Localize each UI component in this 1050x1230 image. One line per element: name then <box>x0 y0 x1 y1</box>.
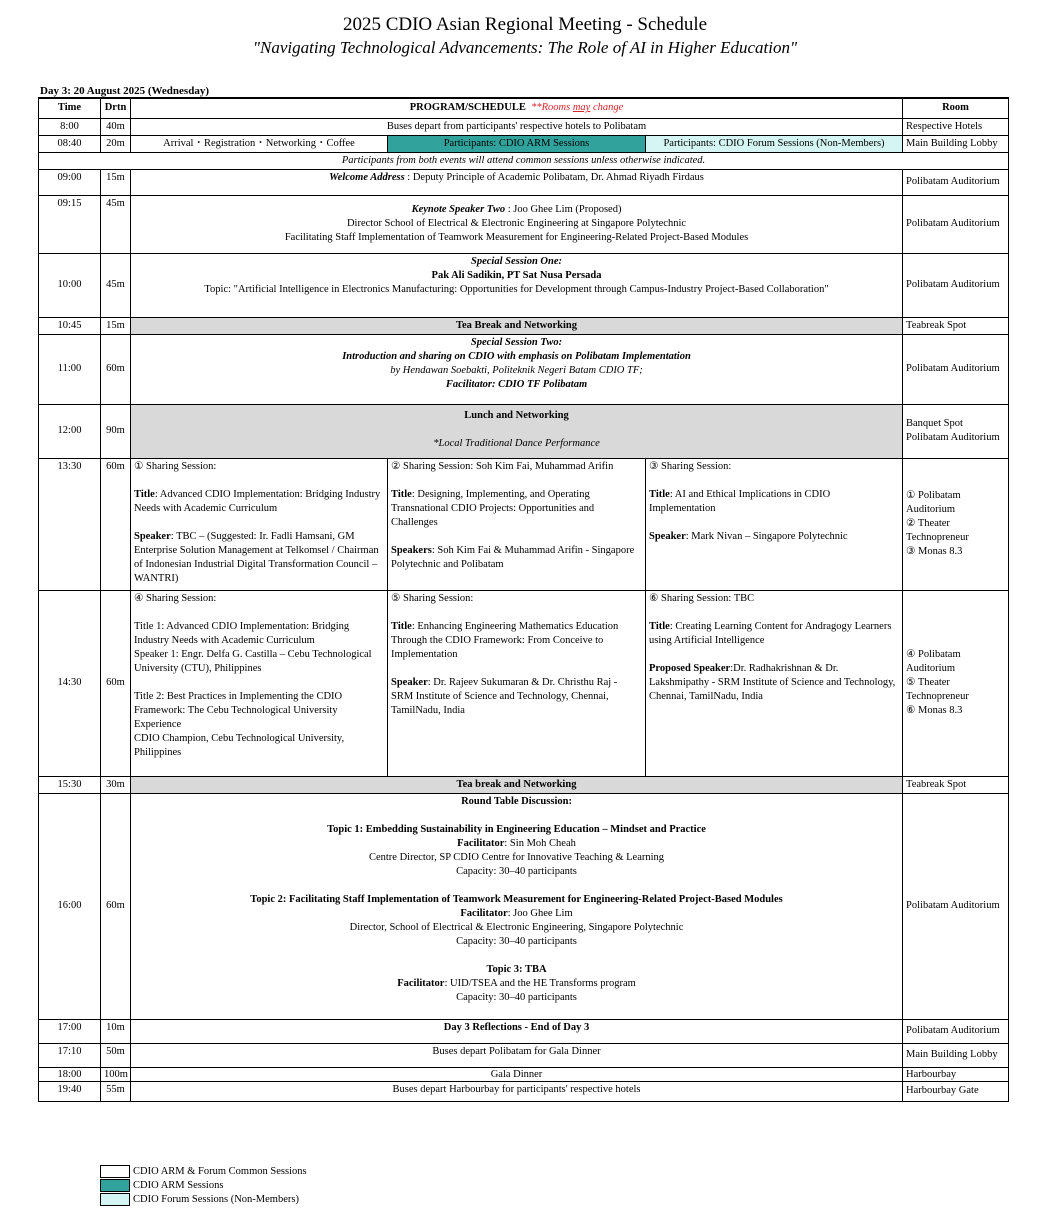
session-2-cell: ② Sharing Session: Soh Kim Fai, Muhammad Arifin Title: Designing, Implementing, and Operating Transnational CDIO Projects: Opportunities and Challenges Speakers: Soh Kim Fai & Muhammad Arifin - Singapore Polytechnic and Polibatam <box>388 458 646 590</box>
round-table-cell: Round Table Discussion: Topic 1: Embedding Sustainability in Engineering Education – Mindset and Practice Facilitator: Sin Moh Cheah Centre Director, SP CDIO Centre for Innovative Teaching & Learning Capacity: 30–40 participants Topic 2: Facilitating Staff Implementation of Teamwork Measurement for Engineering-Related Project-Based Modules Facilitator: Joo Ghee Lim Director, School of Electrical & Electronic Engineering, Singapore Polytechnic Capacity: 30–40 participants Topic 3: TBA Facilitator: UID/TSEA and the HE Transforms program Capacity: 30–40 participants <box>131 793 903 1019</box>
program-cell: Tea break and Networking <box>131 776 903 793</box>
room-cell: Polibatam Auditorium <box>903 793 1009 1019</box>
time-cell: 17:10 <box>39 1043 101 1067</box>
session-1-cell: ① Sharing Session: Title: Advanced CDIO Implementation: Bridging Industry Needs with Academic Curriculum Speaker: TBC – (Suggested: Ir. Fadli Hamsani, GM Enterprise Solution Management at Telkomsel / Chairman of Indonesian Industrial Digital Transformation Council – WANTRI) <box>131 458 388 590</box>
room-cell: Polibatam Auditorium <box>903 334 1009 404</box>
duration-cell: 15m <box>101 169 131 195</box>
duration-cell: 45m <box>101 253 131 317</box>
program-cell: Special Session One: Pak Ali Sadikin, PT Sat Nusa Persada Topic: "Artificial Intelligence in Electronics Manufacturing: Opportunities for Development through Campus-Industry Project-Based Collaboration" <box>131 253 903 317</box>
table-row <box>39 317 1009 334</box>
table-row <box>39 1081 1009 1101</box>
program-cell: Day 3 Reflections - End of Day 3 <box>131 1019 903 1043</box>
time-cell: 09:15 <box>39 195 101 253</box>
table-row <box>39 169 1009 195</box>
arm-session-cell: Participants: CDIO ARM Sessions <box>388 135 646 152</box>
duration-cell: 90m <box>101 404 131 458</box>
legend-swatch-forum <box>100 1193 130 1206</box>
duration-cell: 100m <box>101 1067 131 1081</box>
room-cell: ④ Polibatam Auditorium ⑤ Theater Technopreneur ⑥ Monas 8.3 <box>903 590 1009 776</box>
legend-swatch-arm <box>100 1179 130 1192</box>
legend-label-common: CDIO ARM & Forum Common Sessions <box>133 1165 307 1177</box>
legend-swatch-common <box>100 1165 130 1178</box>
room-cell: Polibatam Auditorium <box>903 1019 1009 1043</box>
duration-cell: 40m <box>101 118 131 135</box>
room-cell: Polibatam Auditorium <box>903 253 1009 317</box>
room-cell: Polibatam Auditorium <box>903 169 1009 195</box>
common-note: Participants from both events will attend common sessions unless otherwise indicated. <box>39 152 1009 169</box>
program-header <box>131 98 903 118</box>
page-title: 2025 CDIO Asian Regional Meeting - Schedule <box>342 14 708 35</box>
time-cell: 19:40 <box>39 1081 101 1101</box>
time-cell: 15:30 <box>39 776 101 793</box>
room-cell: Main Building Lobby <box>903 135 1009 152</box>
duration-cell: 20m <box>101 135 131 152</box>
duration-cell: 60m <box>101 458 131 590</box>
legend-item-forum <box>100 1192 307 1206</box>
time-header: Time <box>39 98 101 118</box>
day-label: Day 3: 20 August 2025 (Wednesday) <box>40 85 209 97</box>
duration-cell: 30m <box>101 776 131 793</box>
program-cell: Gala Dinner <box>131 1067 903 1081</box>
time-cell: 10:45 <box>39 317 101 334</box>
program-cell: Buses depart Harbourbay for participants' respective hotels <box>131 1081 903 1101</box>
duration-cell: 50m <box>101 1043 131 1067</box>
common-session-cell: Arrival・Registration・Networking・Coffee <box>131 135 388 152</box>
table-header-row <box>39 98 1009 118</box>
time-cell: 08:40 <box>39 135 101 152</box>
table-row <box>39 404 1009 458</box>
room-cell: Teabreak Spot <box>903 317 1009 334</box>
room-cell: Banquet Spot Polibatam Auditorium <box>903 404 1009 458</box>
time-cell: 18:00 <box>39 1067 101 1081</box>
session-4-cell: ④ Sharing Session: Title 1: Advanced CDIO Implementation: Bridging Industry Needs with Academic Curriculum Speaker 1: Engr. Delfa G. Castilla – Cebu Technological University (CTU), Philippines Title 2: Best Practices in Implementing the CDIO Framework: The Cebu Technological University Experience CDIO Champion, Cebu Technological University, Philippines <box>131 590 388 776</box>
program-cell: Special Session Two: Introduction and sharing on CDIO with emphasis on Polibatam Implementation by Hendawan Soebakti, Politeknik Negeri Batam CDIO TF; Facilitator: CDIO TF Polibatam <box>131 334 903 404</box>
session-6-cell: ⑥ Sharing Session: TBC Title: Creating Learning Content for Andragogy Learners using Artificial Intelligence Proposed Speaker:Dr. Radhakrishnan & Dr. Lakshmipathy - SRM Institute of Science and Technology, Chennai, TamilNadu, India <box>646 590 903 776</box>
page-subtitle: "Navigating Technological Advancements: The Role of AI in Higher Education" <box>252 38 798 57</box>
legend-item-arm <box>100 1178 307 1192</box>
duration-cell: 60m <box>101 793 131 1019</box>
program-cell: Keynote Speaker Two : Joo Ghee Lim (Proposed) Director School of Electrical & Electronic Engineering at Singapore Polytechnic Facilitating Staff Implementation of Teamwork Measurement for Engineering-Related Project-Based Modules <box>131 195 903 253</box>
duration-cell: 10m <box>101 1019 131 1043</box>
legend-label-forum: CDIO Forum Sessions (Non-Members) <box>133 1193 299 1205</box>
table-row <box>39 1043 1009 1067</box>
duration-cell: 15m <box>101 317 131 334</box>
duration-cell: 45m <box>101 195 131 253</box>
time-cell: 16:00 <box>39 793 101 1019</box>
program-cell: Buses depart from participants' respective hotels to Polibatam <box>131 118 903 135</box>
time-cell: 09:00 <box>39 169 101 195</box>
room-cell: ① Polibatam Auditorium ② Theater Technopreneur ③ Monas 8.3 <box>903 458 1009 590</box>
table-row <box>39 334 1009 404</box>
room-cell: Respective Hotels <box>903 118 1009 135</box>
session-5-cell: ⑤ Sharing Session: Title: Enhancing Engineering Mathematics Education Through the CDIO Framework: From Conceive to Implementation Speaker: Dr. Rajeev Sukumaran & Dr. Christhu Raj - SRM Institute of Science and Technology, Chennai, TamilNadu, India <box>388 590 646 776</box>
legend-item-common <box>100 1164 307 1178</box>
room-cell: Teabreak Spot <box>903 776 1009 793</box>
program-cell: Welcome Address : Deputy Principle of Academic Polibatam, Dr. Ahmad Riyadh Firdaus <box>131 169 903 195</box>
duration-cell: 60m <box>101 334 131 404</box>
time-cell: 10:00 <box>39 253 101 317</box>
session-3-cell: ③ Sharing Session: Title: AI and Ethical Implications in CDIO Implementation Speaker: Mark Nivan – Singapore Polytechnic <box>646 458 903 590</box>
room-cell: Harbourbay Gate <box>903 1081 1009 1101</box>
table-row <box>39 1019 1009 1043</box>
schedule-table <box>38 97 1009 1102</box>
table-row <box>39 152 1009 169</box>
table-row <box>39 776 1009 793</box>
table-row <box>39 118 1009 135</box>
time-cell: 17:00 <box>39 1019 101 1043</box>
legend-label-arm: CDIO ARM Sessions <box>133 1179 224 1191</box>
time-cell: 12:00 <box>39 404 101 458</box>
time-cell: 14:30 <box>39 590 101 776</box>
table-row <box>39 135 1009 152</box>
table-row <box>39 458 1009 590</box>
table-row <box>39 195 1009 253</box>
time-cell: 8:00 <box>39 118 101 135</box>
legend <box>100 1164 307 1206</box>
duration-header: Drtn <box>101 98 131 118</box>
program-cell: Tea Break and Networking <box>131 317 903 334</box>
table-row <box>39 590 1009 776</box>
room-header: Room <box>903 98 1009 118</box>
forum-session-cell: Participants: CDIO Forum Sessions (Non-Members) <box>646 135 903 152</box>
table-row <box>39 253 1009 317</box>
room-cell: Harbourbay <box>903 1067 1009 1081</box>
duration-cell: 60m <box>101 590 131 776</box>
table-row <box>39 793 1009 1019</box>
program-header-label: PROGRAM/SCHEDULE <box>409 102 526 114</box>
time-cell: 13:30 <box>39 458 101 590</box>
room-cell: Main Building Lobby <box>903 1043 1009 1067</box>
duration-cell: 55m <box>101 1081 131 1101</box>
rooms-note: **Rooms may change <box>531 102 624 114</box>
program-cell: Lunch and Networking *Local Traditional Dance Performance <box>131 404 903 458</box>
room-cell: Polibatam Auditorium <box>903 195 1009 253</box>
program-cell: Buses depart Polibatam for Gala Dinner <box>131 1043 903 1067</box>
time-cell: 11:00 <box>39 334 101 404</box>
table-row <box>39 1067 1009 1081</box>
